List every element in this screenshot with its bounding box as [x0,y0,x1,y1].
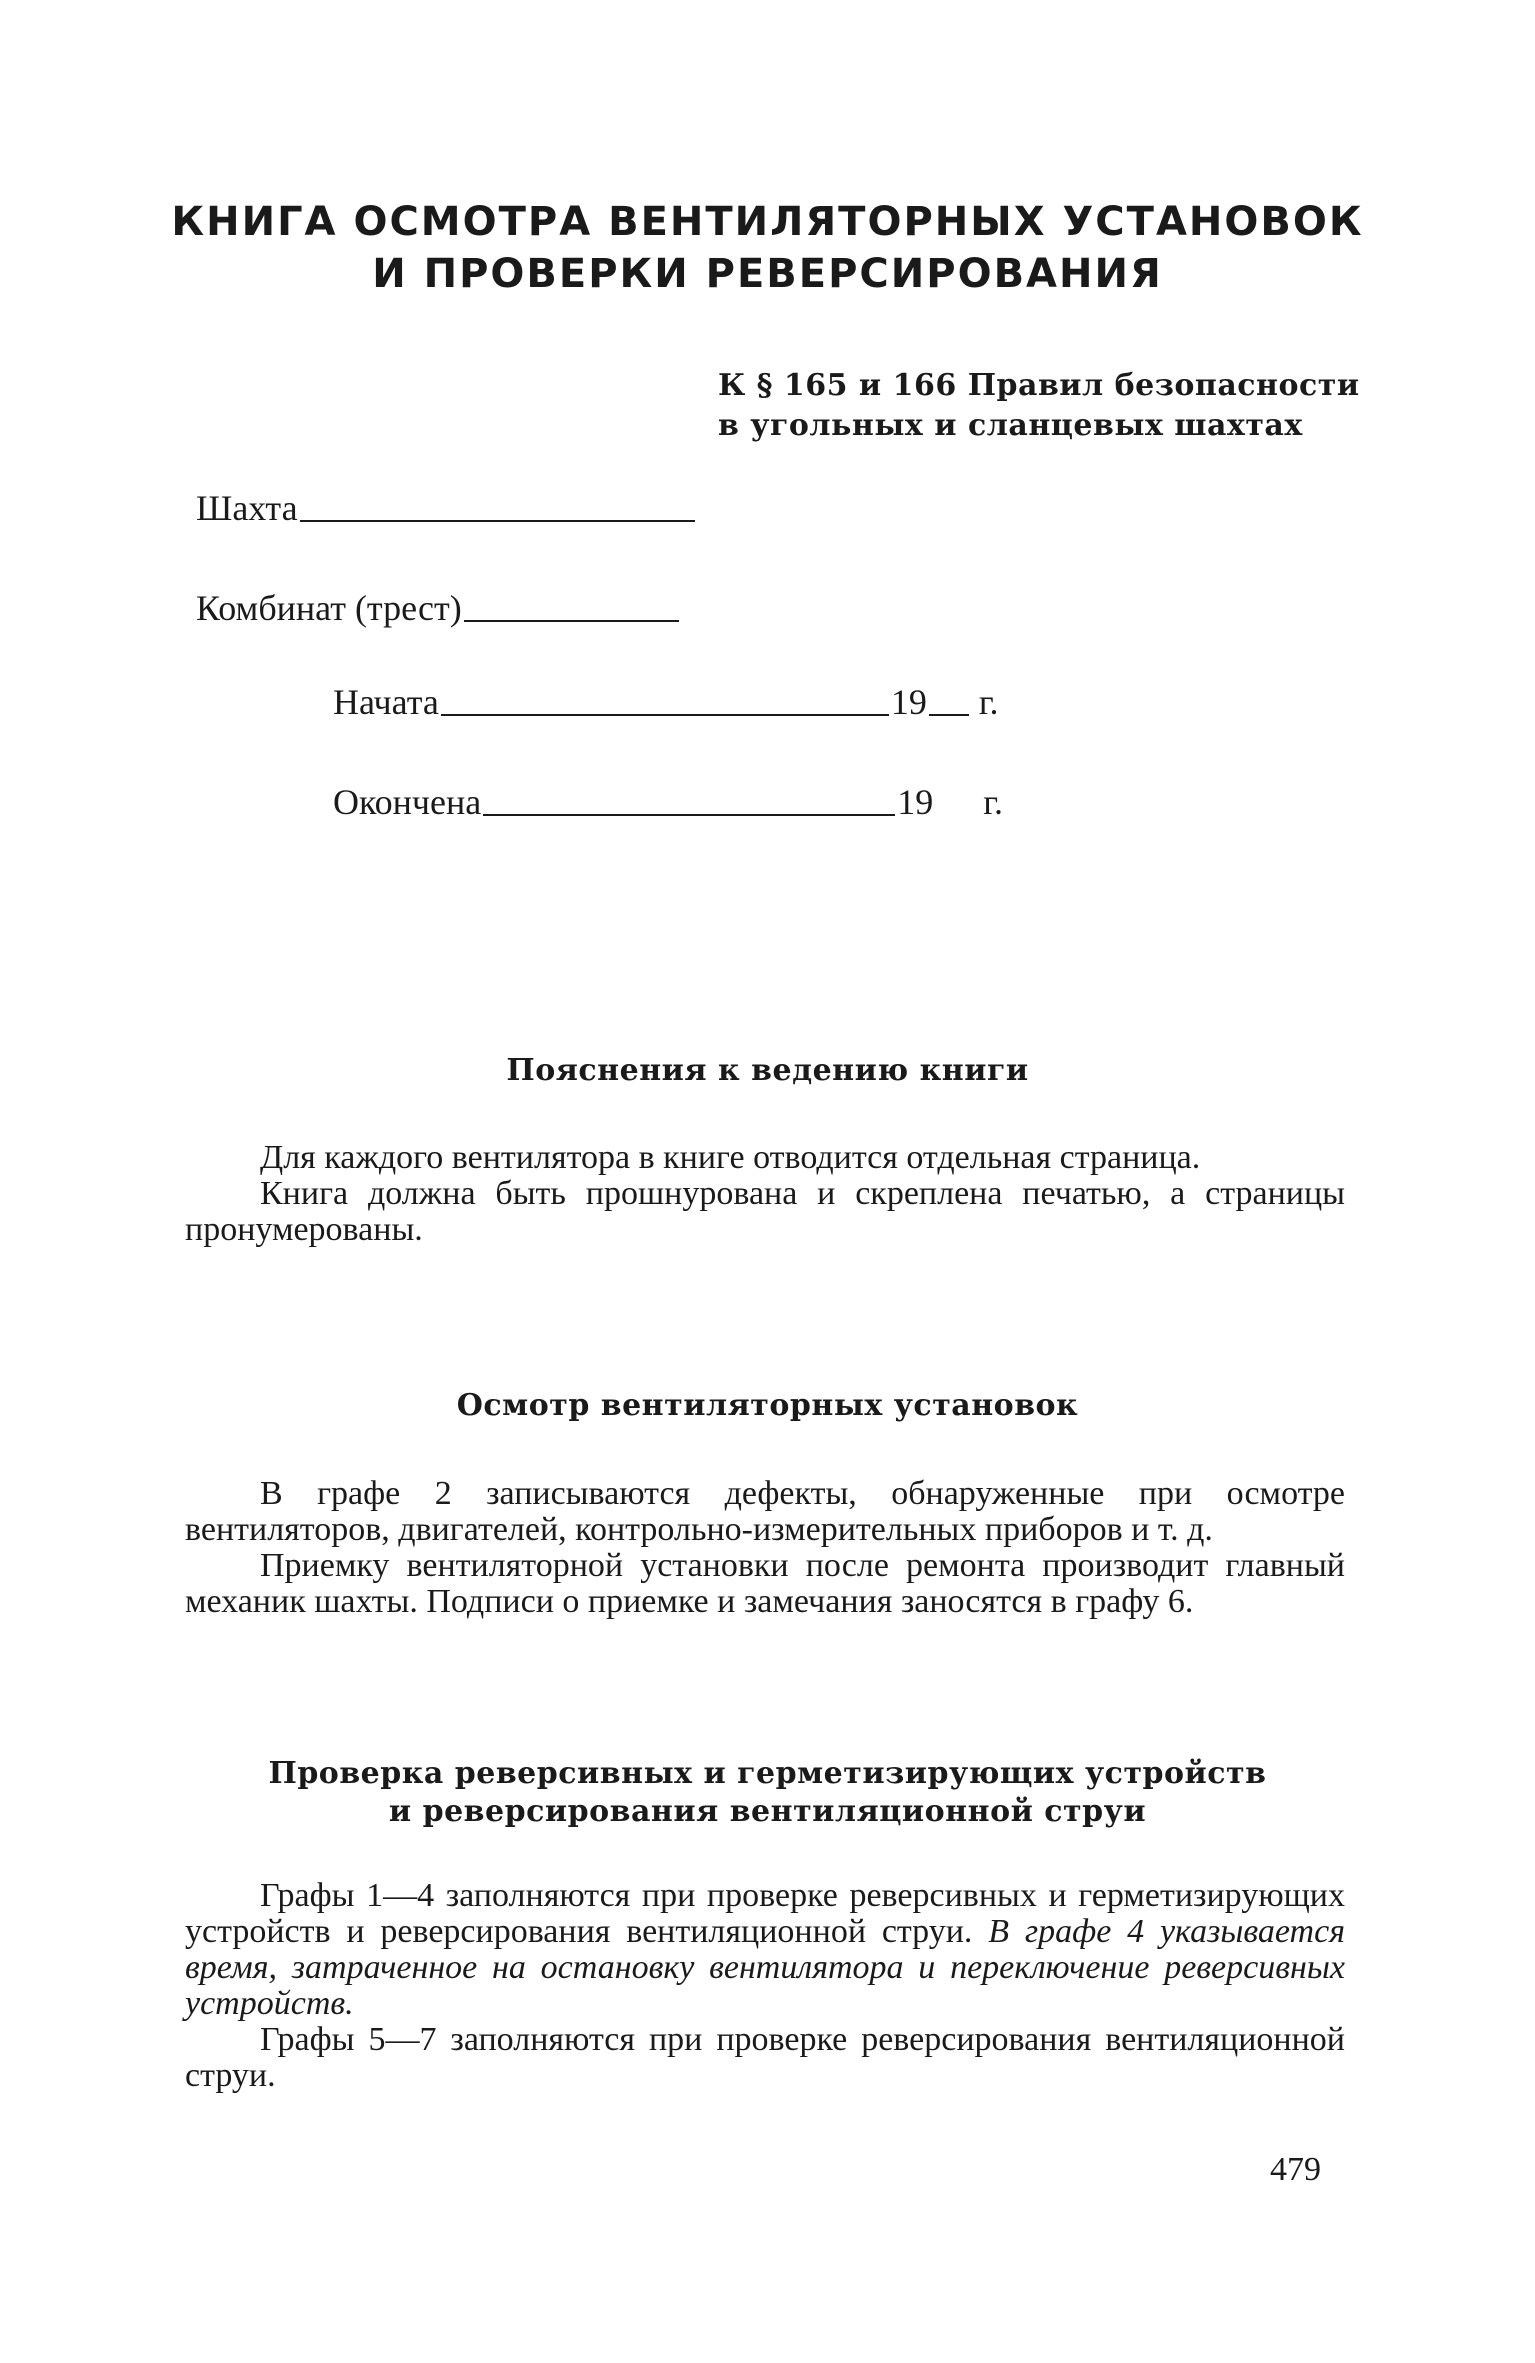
inspection-paragraph-2: Приемку вентиляторной установки после ремонта производит главный механик шахты. Подписи о приемке и замечания заносятся в графу 6. [185,1547,1345,1620]
started-field [333,680,999,724]
title-line-2: И ПРОВЕРКИ РЕВЕРСИРОВАНИЯ [372,251,1163,297]
started-year-blank[interactable] [929,680,969,716]
combine-blank-line[interactable] [464,586,679,622]
mine-blank-line[interactable] [300,486,695,522]
started-label: Начата [333,682,439,722]
inspection-text [185,1476,1345,1620]
started-blank-line[interactable] [441,680,889,716]
combine-field [196,586,681,630]
mine-label: Шахта [196,488,298,528]
finished-year-suffix: г. [983,782,1003,822]
finished-year-prefix: 19 [897,782,934,822]
inspection-heading: Осмотр вентиляторных установок [456,1388,1079,1423]
document-title [0,196,1535,300]
mine-field [196,486,697,530]
page-number: 479 [1270,2151,1321,2188]
finished-field [333,780,1003,824]
finished-blank-line[interactable] [483,780,895,816]
combine-label: Комбинат (трест) [196,588,462,628]
inspection-paragraph-1: В графе 2 записываются дефекты, обнаруженные при осмотре вентиляторов, двигателей, контрольно-измерительных приборов и т. д. [185,1475,1345,1548]
notes-text [185,1140,1345,1248]
started-year-suffix: г. [978,682,999,722]
reversal-heading-line-2: и реверсирования вентиляционной струи [388,1794,1147,1829]
reversal-heading-line-1: Проверка реверсивных и герметизирующих устройств [268,1756,1267,1791]
notes-heading: Пояснения к ведению книги [506,1053,1029,1088]
reversal-paragraph-1-start: Графы 1—4 заполняются при проверке реверсивных и герметизирующих устройств и реверсирования вентиляционной струи. [185,1877,1345,1950]
reversal-paragraph-1-italic: В графе 4 указывается время, затраченное на остановку вентилятора и переключение реверсивных устройств. [185,1913,1345,2022]
notes-paragraph-1: Для каждого вентилятора в книге отводится отдельная страница. [260,1139,1201,1176]
notes-paragraph-2: Книга должна быть прошнурована и скреплена печатью, а страницы пронумерованы. [185,1175,1345,1248]
started-year-prefix: 19 [890,682,927,722]
reference-line-2: в угольных и сланцевых шахтах [718,408,1303,443]
title-line-1: КНИГА ОСМОТРА ВЕНТИЛЯТОРНЫХ УСТАНОВОК [171,199,1364,245]
reversal-text [185,1878,1345,2094]
finished-label: Окончена [333,782,482,822]
reversal-paragraph-2: Графы 5—7 заполняются при проверке реверсирования вентиляционной струи. [185,2021,1345,2094]
reference-line-1: К § 165 и 166 Правил безопасности [718,368,1360,403]
reversal-paragraph-1 [185,1878,1345,2022]
rules-reference [718,366,1360,446]
reversal-heading [0,1755,1535,1831]
